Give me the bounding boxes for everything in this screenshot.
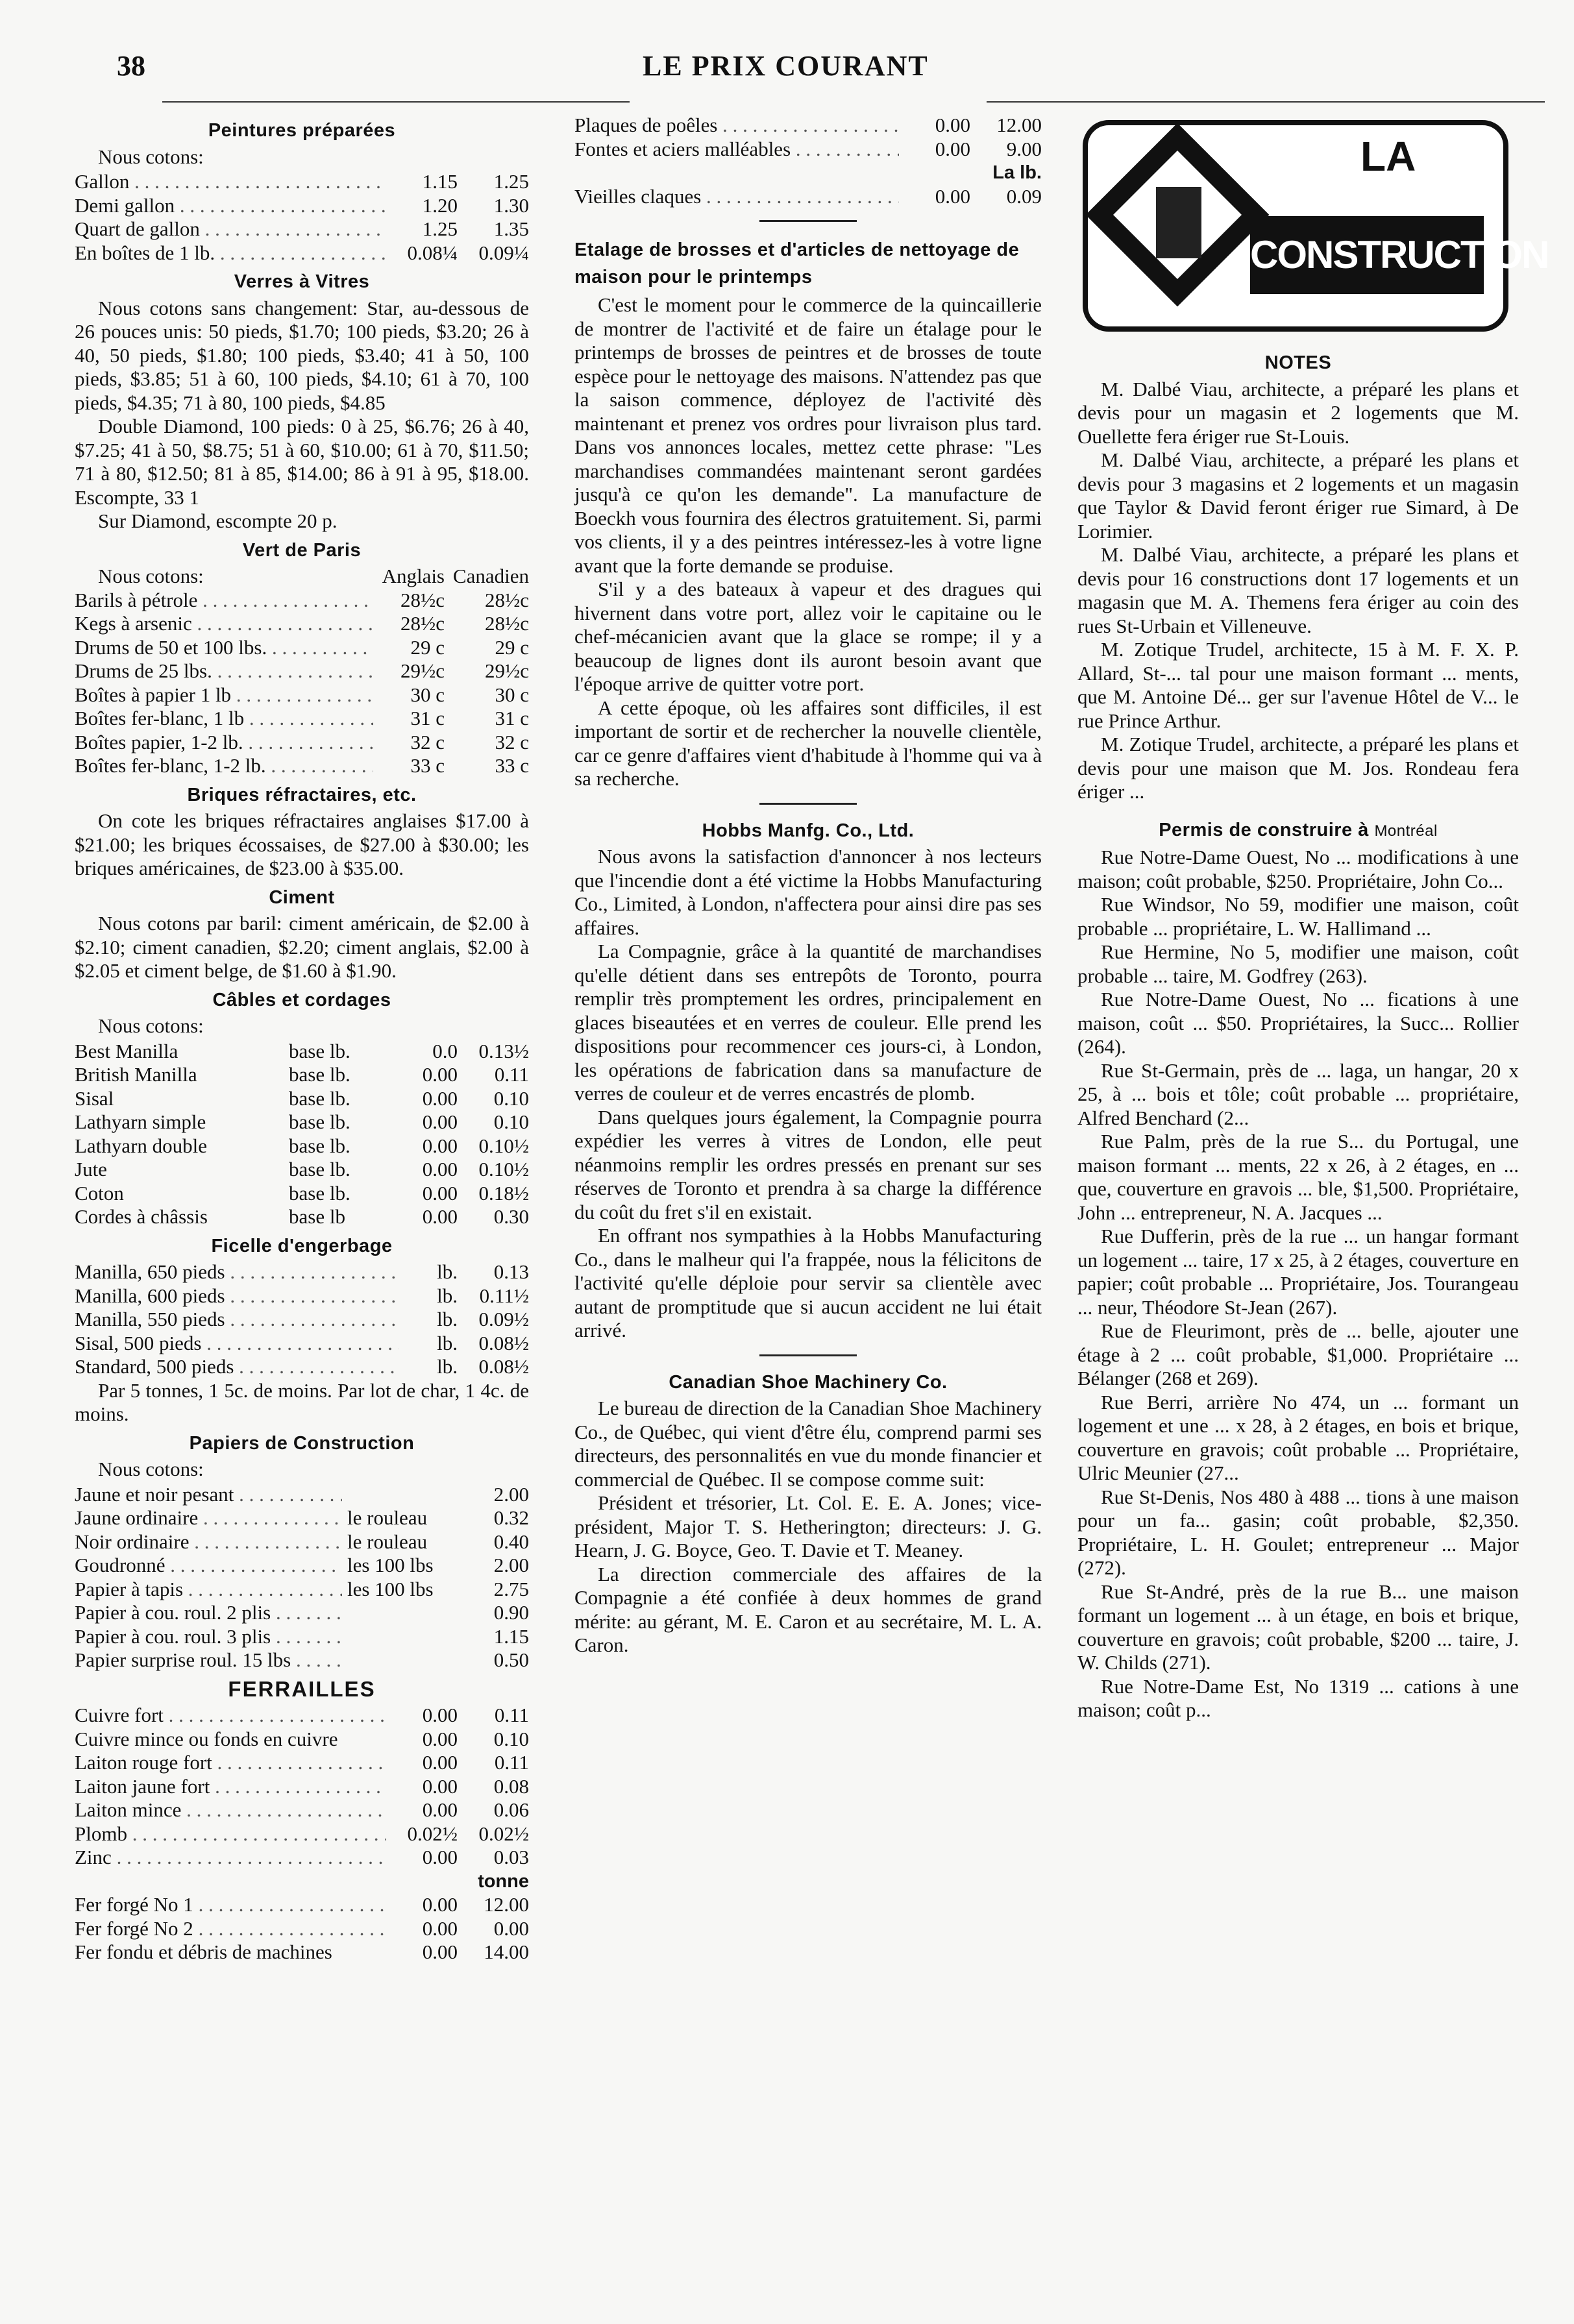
- price-row: [75, 170, 529, 194]
- price-low: 0.00: [422, 1134, 458, 1157]
- unit: lb.: [437, 1355, 458, 1378]
- unit: les 100 lbs: [347, 1577, 434, 1600]
- section-heading: Ficelle d'engerbage: [211, 1235, 393, 1256]
- price-row: [75, 1751, 529, 1775]
- paragraph: M. Dalbé Viau, architecte, a préparé les plans et devis pour un magasin et 2 logements que M. Ouellette fera ériger rue St-Louis.: [1077, 377, 1519, 448]
- price-high: 0.09: [1006, 184, 1042, 208]
- price: 0.50: [493, 1648, 529, 1671]
- logo-text-top: LA: [1360, 133, 1416, 180]
- price-table: [75, 1260, 529, 1379]
- paragraph: Par 5 tonnes, 1 5c. de moins. Par lot de char, 1 4c. de moins.: [75, 1378, 529, 1425]
- price-low: 0.00: [422, 1774, 458, 1798]
- item-label: Drums de 25 lbs. . . .: [75, 659, 373, 683]
- price-row: [75, 1040, 529, 1064]
- unit: lb.: [437, 1284, 458, 1307]
- price-row: [75, 1087, 529, 1111]
- price-row: [75, 1601, 529, 1625]
- item-label: Coton: [75, 1181, 124, 1205]
- paragraph: On cote les briques réfractaires anglaises $17.00 à $21.00; les briques écossaises, de $27.00 à $30.00; les briques américaines, de $23.00 à $35.00.: [75, 809, 529, 879]
- unit: lb.: [437, 1260, 458, 1283]
- price-high: 9.00: [1006, 137, 1042, 160]
- unit: base lb.: [289, 1063, 350, 1086]
- price-row: [75, 1063, 529, 1087]
- separator-rule: [759, 1354, 857, 1356]
- item-label: Manilla, 600 pieds . . .: [75, 1284, 399, 1308]
- price-table: [75, 1483, 529, 1672]
- paragraph: M. Zotique Trudel, architecte, a préparé les plans et devis pour une maison que M. Jos. Rondeau fera ériger ...: [1077, 733, 1519, 803]
- price-row: [75, 683, 529, 707]
- item-label: Laiton mince . . .: [75, 1798, 386, 1822]
- item-label: Jaune et noir pesant . . .: [75, 1483, 342, 1507]
- paragraph: Rue Palm, près de la rue S... du Portugal, une maison formant ... ments, 22 x 26, à 2 étages, en ... que, couverture en gravois ... ble, $1,500. Propriétaire, John ... entrepreneur, N. A. Jacques ...: [1077, 1130, 1519, 1224]
- price-low: 0.00: [422, 1727, 458, 1750]
- price-low: 0.00: [422, 1751, 458, 1774]
- price-row: [75, 1704, 529, 1728]
- price-low: 0.00: [422, 1940, 458, 1963]
- paragraph: Rue St-André, près de la rue B... une maison formant un logement ... à un étage, en bois et brique, couverture en gravois; coût probable, $200 ... taire, J. W. Childs (271).: [1077, 1580, 1519, 1674]
- price-low: 0.00: [422, 1086, 458, 1110]
- item-label: Sisal, 500 pieds . . .: [75, 1332, 399, 1356]
- section-heading: Câbles et cordages: [212, 989, 391, 1010]
- price-anglais: 31 c: [410, 707, 445, 729]
- paragraph: Sur Diamond, escompte 20 p.: [98, 509, 338, 532]
- column-header: Canadien: [452, 565, 529, 587]
- price-row: [75, 1940, 529, 1964]
- price-high: 0.00: [493, 1916, 529, 1940]
- item-label: Fer forgé No 2 . . .: [75, 1917, 386, 1941]
- paragraph: Rue St-Denis, Nos 480 à 488 ... tions à une maison pour un fa... gasin; coût probable, $2,350. Propriétaire, L. H. Goulet; entrepreneur ... Major (272).: [1077, 1485, 1519, 1579]
- item-label: Boîtes papier, 1-2 lb. . . .: [75, 731, 373, 755]
- section-heading: NOTES: [1264, 352, 1332, 373]
- item-label: Goudronné . . .: [75, 1554, 342, 1578]
- item-label: Boîtes à papier 1 lb . . .: [75, 683, 373, 707]
- price-row: [75, 1260, 529, 1284]
- item-label: Cuivre fort . . .: [75, 1704, 386, 1728]
- price-row: [75, 1158, 529, 1182]
- separator-rule: [759, 220, 857, 222]
- unit: base lb.: [289, 1134, 350, 1157]
- paragraph: Rue Notre-Dame Est, No 1319 ... cations à une maison; coût p...: [1077, 1674, 1519, 1721]
- page-number: 38: [117, 50, 145, 82]
- price-low: 0.00: [422, 1181, 458, 1205]
- section-heading: Papiers de Construction: [189, 1432, 415, 1454]
- unit: base lb.: [289, 1110, 350, 1133]
- paragraph: Rue Notre-Dame Ouest, No ... fications à une maison, coût ... $50. Propriétaires, la Succ... Rollier (264).: [1077, 988, 1519, 1058]
- price-high: 0.02½: [478, 1822, 529, 1845]
- item-label: Fer fondu et débris de machines: [75, 1940, 332, 1963]
- price: 0.08½: [478, 1355, 529, 1378]
- paragraph: M. Dalbé Viau, architecte, a préparé les plans et devis pour 3 magasins et 2 logements et un magasin que Taylor & David feront ériger rue Simard, à De Lorimier.: [1077, 448, 1519, 543]
- price-low: 1.25: [422, 217, 458, 240]
- price-row: [75, 1775, 529, 1799]
- price-row: [75, 1625, 529, 1649]
- price-row: [75, 1483, 529, 1507]
- price-high: 1.35: [493, 217, 529, 240]
- price-row: [75, 636, 529, 660]
- item-label: Noir ordinaire . . .: [75, 1530, 342, 1554]
- price-high: 0.10: [493, 1727, 529, 1750]
- price-low: 0.00: [422, 1158, 458, 1180]
- paragraph: La Compagnie, grâce à la quantité de marchandises qu'elle détient dans ses entrepôts de Toronto, pourra remplir très promptement les ordres, principalement en glaces biseautées et en verres de couleur. Elle prend les dispositions pour recommencer ces jours-ci, à London, les opérations de fabrication dans sa manufacture de verres de couleur et de verres encastrés de plomb.: [574, 940, 1042, 1105]
- price-low: 0.0: [432, 1039, 458, 1062]
- item-label: Cordes à châssis: [75, 1205, 208, 1228]
- paragraph: Nous cotons par baril: ciment américain, de $2.00 à $2.10; ciment canadien, $2.20; ciment anglais, $2.00 à $2.05 et ciment belge, de $1.60 à $1.90.: [75, 912, 529, 982]
- paragraph: Double Diamond, 100 pieds: 0 à 25, $6.76; 26 à 40, $7.25; 41 à 50, $8.75; 51 à 60, $10.00; 61 à 70, $11.50; 71 à 80, $12.50; 81 à 85, $14.00; 86 à 91 à 95, $18.00. Escompte, 33 1: [75, 415, 529, 509]
- section-heading: Briques réfractaires, etc.: [187, 784, 417, 805]
- paragraph: Rue Berri, arrière No 474, un ... formant un logement et une ... x 28, à 2 étages, en bois et brique, couverture en gravois; coût probable ... Propriétaire, Ulric Meunier (27...: [1077, 1390, 1519, 1484]
- price-canadien: 32 c: [495, 730, 529, 753]
- price-low: 0.00: [422, 1798, 458, 1821]
- price-high: 0.13½: [478, 1039, 529, 1062]
- intro-text: Nous cotons:: [98, 1014, 204, 1037]
- price-canadien: 28½c: [484, 588, 529, 611]
- item-label: Boîtes fer-blanc, 1-2 lb. . . .: [75, 754, 373, 778]
- price-row: [75, 241, 529, 265]
- unit-label: tonne: [478, 1870, 529, 1892]
- price-high: 0.10: [493, 1110, 529, 1133]
- paragraph: Le bureau de direction de la Canadian Shoe Machinery Co., de Québec, qui vient d'être élu, comprend parmi ses directeurs, des personnalités en vue du monde financier et commercial de Québec. Il se compose comme suit:: [574, 1397, 1042, 1491]
- unit: le rouleau: [347, 1530, 428, 1553]
- price-low: 0.00: [935, 184, 970, 208]
- item-label: Quart de gallon . . .: [75, 217, 386, 241]
- price-canadien: 33 c: [495, 754, 529, 777]
- paragraph: Dans quelques jours également, la Compagnie pourra expédier les verres à vitres de London, elle peut néanmoins remplir les ordres pressés en prenant sur ses réserves de Toronto et prendra à sa charge la différence du coût du fret s'il en existait.: [574, 1105, 1042, 1223]
- paragraph: S'il y a des bateaux à vapeur et des dragues qui hivernent dans votre port, allez voir le capitaine ou le chef-mécanicien avant que la glace se rompe; il y a beaucoup de lignes dont ils auront besoin avant que l'époque arrive de quitter votre port.: [574, 578, 1042, 695]
- header-rule-right: [987, 101, 1545, 103]
- price-canadien: 29 c: [495, 635, 529, 659]
- price-anglais: 28½c: [400, 588, 445, 611]
- item-label: Demi gallon . . .: [75, 194, 386, 218]
- paragraph: Nous cotons sans changement: Star, au-dessous de 26 pouces unis: 50 pieds, $1.70; 100 pieds, $3.20; 26 à 40, 50 pieds, $1.80; 100 pieds, $3.40; 41 à 50, 100 pieds, $3.85; 51 à 60, 100 pieds, $4.10; 61 à 70, 100 pieds, $4.35; 71 à 80, 100 pieds, $4.85: [75, 296, 529, 414]
- price-low: 1.20: [422, 193, 458, 217]
- price-high: 0.10½: [478, 1158, 529, 1180]
- item-label: British Manilla: [75, 1063, 197, 1086]
- heading-main: Permis de construire à: [1159, 819, 1369, 840]
- price-table: [574, 114, 1042, 208]
- price-row: [75, 1205, 529, 1229]
- paragraph: Rue Dufferin, près de la rue ... un hangar formant un logement ... taire, 17 x 25, à 2 étages, couverture en papier; coût probable ... Propriétaire, Jos. Tourangeau ... neur, Théodore St-Jean (267).: [1077, 1225, 1519, 1319]
- unit: base lb.: [289, 1181, 350, 1205]
- price-low: 0.00: [422, 1916, 458, 1940]
- item-label: Boîtes fer-blanc, 1 lb . . .: [75, 707, 373, 731]
- price-low: 0.00: [422, 1704, 458, 1726]
- intro-text: Nous cotons:: [98, 145, 204, 168]
- price-row: [75, 731, 529, 755]
- price-row: [75, 1822, 529, 1846]
- section-heading: Peintures préparées: [208, 120, 396, 141]
- column-1: [75, 114, 529, 1964]
- paragraph: La direction commerciale des affaires de la Compagnie a été confiée à deux hommes de grand mérite: au gérant, M. E. Caron et au secrétaire, M. L. A. Caron.: [574, 1562, 1042, 1656]
- item-label: Laiton rouge fort . . .: [75, 1751, 386, 1775]
- item-label: Kegs à arsenic . . .: [75, 612, 373, 636]
- paragraph: En offrant nos sympathies à la Hobbs Manufacturing Co., dans le malheur qui l'a frappée, nous la félicitons de l'activité qu'elle déploie pour servir sa clientèle avec autant de promptitude que si aucun accident ne lui était arrivé.: [574, 1224, 1042, 1341]
- price: 2.00: [493, 1554, 529, 1576]
- price: 2.75: [493, 1577, 529, 1600]
- la-construction-logo: [1083, 120, 1549, 332]
- unit: base lb.: [289, 1039, 350, 1062]
- price-row: [75, 1530, 529, 1554]
- price-anglais: 29 c: [410, 635, 445, 659]
- section-heading: [1077, 818, 1519, 844]
- item-label: Lathyarn double: [75, 1134, 208, 1157]
- price-row: [574, 185, 1042, 209]
- price-high: 0.30: [493, 1205, 529, 1228]
- paragraph: Rue de Fleurimont, près de ... belle, ajouter une étage à 2 ... coût probable, $1,000. Propriétaire ... Bélanger (268 et 269).: [1077, 1319, 1519, 1389]
- column-3: [1077, 114, 1549, 1722]
- price-row: [75, 1578, 529, 1602]
- price: 0.40: [493, 1530, 529, 1553]
- price: 0.90: [493, 1601, 529, 1624]
- item-label: Fer forgé No 1 . . .: [75, 1893, 386, 1917]
- item-label: En boîtes de 1 lb. . . .: [75, 241, 386, 265]
- price-row: [75, 1308, 529, 1332]
- price-anglais: 33 c: [410, 754, 445, 777]
- price-anglais: 32 c: [410, 730, 445, 753]
- unit: base lb.: [289, 1158, 350, 1180]
- price-row: [574, 114, 1042, 138]
- item-label: Best Manilla: [75, 1039, 178, 1062]
- price-high: 0.11: [494, 1704, 529, 1726]
- item-label: Manilla, 550 pieds . . .: [75, 1308, 399, 1332]
- price-row: [75, 1110, 529, 1134]
- price-low: 0.00: [422, 1893, 458, 1916]
- item-label: Sisal: [75, 1086, 114, 1110]
- unit: base lb: [289, 1205, 345, 1228]
- table-header-row: [75, 565, 529, 589]
- price-row: [75, 1355, 529, 1379]
- column-2: [574, 114, 1042, 1657]
- price-table: [75, 1704, 529, 1964]
- paragraph: Rue St-Germain, près de ... laga, un hangar, 20 x 25, à ... bois et tôle; coût probable ... propriétaire, Alfred Benchard (2...: [1077, 1058, 1519, 1129]
- price-row: [75, 1506, 529, 1530]
- paragraph: Rue Windsor, No 59, modifier une maison, coût probable ... propriétaire, L. W. Hallimand ...: [1077, 893, 1519, 940]
- price-row: [75, 612, 529, 636]
- item-label: Gallon . . .: [75, 170, 386, 194]
- running-title: LE PRIX COURANT: [643, 50, 929, 82]
- price-row: [75, 707, 529, 731]
- price: 0.32: [493, 1506, 529, 1529]
- section-heading: FERRAILLES: [228, 1676, 376, 1701]
- logo-text-main: CONSTRUCTION: [1250, 216, 1484, 294]
- price-row: [75, 1846, 529, 1870]
- price-anglais: 29½c: [400, 659, 445, 682]
- price-low: 0.00: [422, 1110, 458, 1133]
- item-label: Lathyarn simple: [75, 1110, 206, 1133]
- unit: lb.: [437, 1331, 458, 1354]
- price: 0.09½: [478, 1308, 529, 1330]
- price: 0.08½: [478, 1331, 529, 1354]
- price-low: 0.00: [422, 1846, 458, 1868]
- price-row: [75, 1798, 529, 1822]
- item-label: Jute: [75, 1158, 107, 1180]
- item-label: Fontes et aciers malléables . . .: [574, 138, 899, 162]
- price-high: 1.30: [493, 193, 529, 217]
- unit-label: La lb.: [992, 162, 1042, 183]
- price-row: [574, 138, 1042, 162]
- item-label: Papier à cou. roul. 3 plis . . .: [75, 1625, 342, 1649]
- price-row: [75, 1554, 529, 1578]
- item-label: Plaques de poêles . . .: [574, 114, 899, 138]
- price-row: [75, 217, 529, 241]
- price-canadien: 29½c: [484, 659, 529, 682]
- price-table: [75, 1040, 529, 1229]
- price-high: 0.10: [493, 1086, 529, 1110]
- price-row: [75, 1134, 529, 1158]
- price-high: 0.09¼: [478, 241, 529, 264]
- article-heading: Hobbs Manfg. Co., Ltd.: [702, 820, 915, 841]
- price-row: [75, 1182, 529, 1206]
- separator-rule: [759, 803, 857, 805]
- price-high: 0.06: [493, 1798, 529, 1821]
- header-rule-left: [162, 101, 630, 103]
- price-row: [75, 1893, 529, 1917]
- unit: base lb.: [289, 1086, 350, 1110]
- section-heading: Ciment: [269, 887, 335, 908]
- paragraph: Rue Hermine, No 5, modifier une maison, coût probable ... taire, M. Godfrey (263).: [1077, 940, 1519, 987]
- price: 2.00: [493, 1482, 529, 1506]
- price-low: 0.08¼: [407, 241, 458, 264]
- price-row: [75, 1728, 529, 1752]
- item-label: Barils à pétrole . . .: [75, 589, 373, 613]
- paragraph: Nous avons la satisfaction d'annoncer à nos lecteurs que l'incendie dont a été victime la Hobbs Manufacturing Co., Limited, à London, n'affectera pour ainsi dire pas ses affaires.: [574, 845, 1042, 939]
- price-high: 14.00: [484, 1940, 529, 1963]
- price-canadien: 31 c: [495, 707, 529, 729]
- price-canadien: 28½c: [484, 612, 529, 635]
- price-row: [75, 1648, 529, 1672]
- unit: lb.: [437, 1308, 458, 1330]
- paragraph: C'est le moment pour le commerce de la quincaillerie de montrer de l'activité et de faire un étalage pour le printemps de brosses de peintres et de brosses de toute espèce pour le nettoyage des maisons. N'attendez pas que la saison commence, déployez de l'activité dès maintenant et prenez vos ordres pour livraison plus tard. Dans vos annonces locales, mettez cette phrase: "Les marchandises commandées maintenant seront gardées jusqu'à ce qu'on les demande". La manufacture de Boeckh vous fournira des électros gratuitement. Si, parmi vos clients, il y a des peintres intéressez-les à votre ligne avant que la forte demande se produise.: [574, 293, 1042, 577]
- price-high: 0.08: [493, 1774, 529, 1798]
- price-low: 0.00: [422, 1205, 458, 1228]
- building-icon: [1156, 187, 1201, 258]
- item-label: Plomb . . .: [75, 1822, 386, 1846]
- price-low: 0.00: [422, 1063, 458, 1086]
- price-high: 0.11: [494, 1751, 529, 1774]
- item-label: Zinc . . .: [75, 1846, 386, 1870]
- section-heading: Verres à Vitres: [234, 271, 370, 292]
- heading-small: Montréal: [1374, 822, 1438, 840]
- item-label: Drums de 50 et 100 lbs. . . .: [75, 636, 373, 660]
- item-label: Cuivre mince ou fonds en cuivre: [75, 1727, 338, 1750]
- page-header: [117, 45, 1545, 84]
- price-high: 0.18½: [478, 1181, 529, 1205]
- price-high: 0.03: [493, 1846, 529, 1868]
- item-label: Papier à cou. roul. 2 plis . . .: [75, 1601, 342, 1625]
- intro-text: Nous cotons:: [98, 1458, 204, 1480]
- price-low: 0.00: [935, 114, 970, 136]
- paragraph: A cette époque, où les affaires sont difficiles, il est important de sortir et de rechercher la nouvelle clientèle, car ce genre d'affaires vient d'habitude à l'homme qui va à sa recherche.: [574, 696, 1042, 790]
- price-row: [75, 1917, 529, 1941]
- price-low: 0.00: [935, 137, 970, 160]
- unit: le rouleau: [347, 1506, 428, 1529]
- price-anglais: 28½c: [400, 612, 445, 635]
- section-heading: Vert de Paris: [242, 539, 362, 561]
- item-label: Papier surprise roul. 15 lbs . . .: [75, 1648, 342, 1672]
- price-table: [75, 170, 529, 265]
- price-high: 12.00: [484, 1893, 529, 1916]
- price-low: 1.15: [422, 170, 458, 193]
- price: 0.13: [493, 1260, 529, 1283]
- price-row: [75, 1332, 529, 1356]
- item-label: Standard, 500 pieds . . .: [75, 1355, 399, 1379]
- article-heading: Etalage de brosses et d'articles de nettoyage de maison pour le printemps: [574, 239, 1020, 287]
- paragraph: Président et trésorier, Lt. Col. E. E. A. Jones; vice-président, Major T. S. Hetherington; directeurs: J. G. Hearn, J. G. Boyce, Geo. T. Davie et T. Meaney.: [574, 1491, 1042, 1561]
- price-low: 0.02½: [407, 1822, 458, 1845]
- price-row: [75, 1284, 529, 1308]
- price-high: 12.00: [996, 114, 1042, 136]
- price-row: [75, 589, 529, 613]
- price-canadien: 30 c: [495, 683, 529, 706]
- intro-text: Nous cotons:: [98, 565, 204, 587]
- price: 1.15: [493, 1624, 529, 1648]
- price: 0.11½: [479, 1284, 529, 1307]
- item-label: Vieilles claques . . .: [574, 185, 899, 209]
- price-row: [75, 659, 529, 683]
- price-high: 0.11: [494, 1063, 529, 1086]
- price-high: 0.10½: [478, 1134, 529, 1157]
- price-anglais: 30 c: [410, 683, 445, 706]
- item-label: Jaune ordinaire . . .: [75, 1506, 342, 1530]
- paragraph: Rue Notre-Dame Ouest, No ... modifications à une maison; coût probable, $250. Propriétaire, John Co...: [1077, 846, 1519, 892]
- item-label: Papier à tapis . . .: [75, 1578, 342, 1602]
- price-row: [75, 754, 529, 778]
- unit: les 100 lbs: [347, 1554, 434, 1576]
- article-heading: Canadian Shoe Machinery Co.: [669, 1371, 948, 1393]
- item-label: Manilla, 650 pieds . . .: [75, 1260, 399, 1284]
- price-table: [75, 589, 529, 778]
- price-high: 1.25: [493, 170, 529, 193]
- column-header: Anglais: [382, 565, 445, 587]
- item-label: Laiton jaune fort . . .: [75, 1775, 386, 1799]
- paragraph: M. Dalbé Viau, architecte, a préparé les plans et devis pour 16 constructions dont 17 logements et un magasin que M. A. Themens fera ériger au coin des rues St-Urbain et Villeneuve.: [1077, 543, 1519, 637]
- paragraph: M. Zotique Trudel, architecte, 15 à M. F. X. P. Allard, St-... tal pour une maison formant ... ments, que M. Antoine Dé... ger sur l'avenue Hôtel de V... le rue Prince Arthur.: [1077, 638, 1519, 732]
- price-row: [75, 194, 529, 218]
